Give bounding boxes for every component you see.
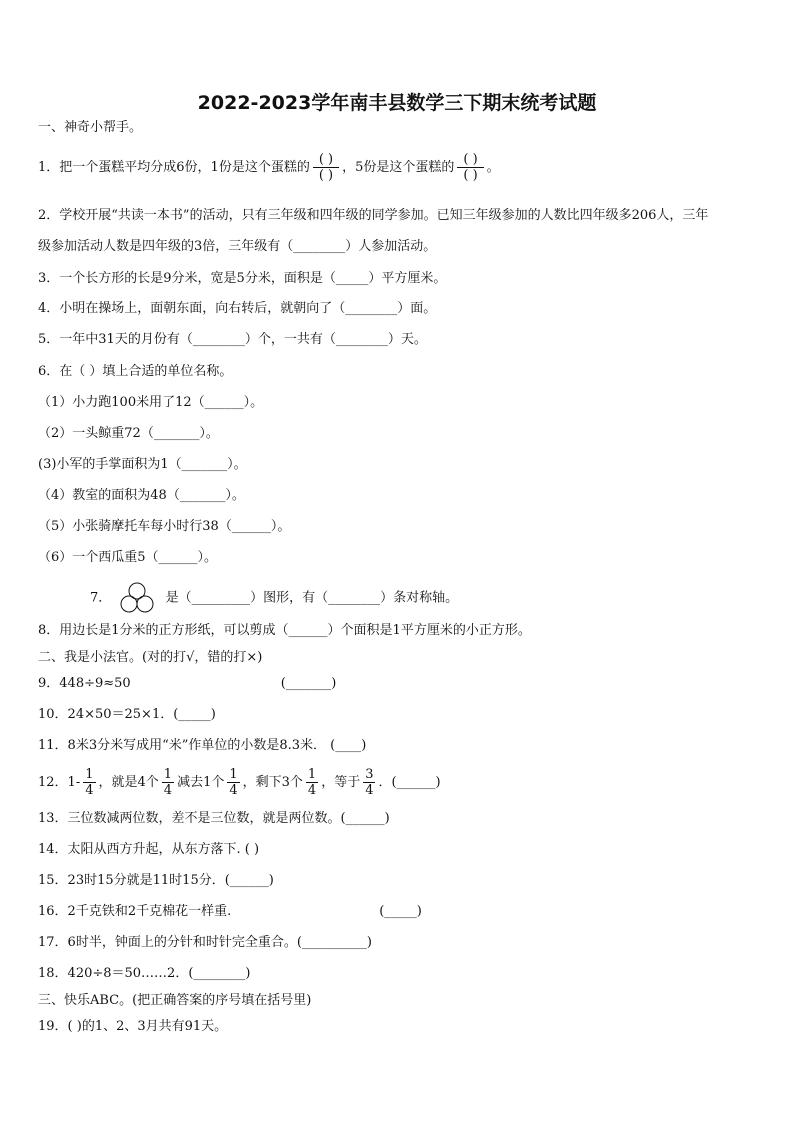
question-15: 15．23时15分就是11时15分．(______) xyxy=(38,873,274,888)
question-2-line-1: 2．学校开展“共读一本书”的活动，只有三年级和四年级的同学参加。已知三年级参加的人数比四年级多206人，三年 xyxy=(38,208,709,223)
question-14: 14．太阳从西方升起，从东方落下. ( ) xyxy=(38,842,260,857)
q16-blank: (_____) xyxy=(379,904,422,919)
question-16 xyxy=(38,903,422,921)
question-6-1: （1）小力跑100米用了12（______）。 xyxy=(38,395,264,410)
q7-number: 7． xyxy=(90,590,112,606)
q12-text-f: ．(______) xyxy=(378,775,441,790)
fraction-one-quarter: $\frac{1}{4}$ xyxy=(163,767,173,798)
q7-text: 是（_________）图形，有（________）条对称轴。 xyxy=(165,590,459,606)
question-6-5: （5）小张骑摩托车每小时行38（______）。 xyxy=(38,519,291,534)
q16-text: 16．2千克铁和2千克棉花一样重. xyxy=(38,904,232,919)
question-6-3: (3)小军的手掌面积为1（_______）。 xyxy=(38,457,247,472)
question-6-2: （2）一头鲸重72（_______）。 xyxy=(38,426,219,441)
fraction-blank-2: $\frac{( )}{( )}$ xyxy=(457,152,483,183)
question-10: 10．24×50＝25×1．(_____) xyxy=(38,707,216,722)
fraction-one-quarter: $\frac{1}{4}$ xyxy=(307,767,317,798)
question-3: 3．一个长方形的长是9分米，宽是5分米，面积是（_____）平方厘米。 xyxy=(38,271,447,286)
question-18: 18．420÷8＝50……2．(________) xyxy=(38,966,251,981)
question-6: 6．在（ ）填上合适的单位名称。 xyxy=(38,364,233,379)
question-6-4: （4）教室的面积为48（_______）。 xyxy=(38,488,245,503)
q12-text-c: 减去1个 xyxy=(177,775,225,790)
question-7 xyxy=(90,582,458,614)
question-12 xyxy=(38,767,441,798)
q12-text-b: ，就是4个 xyxy=(98,775,159,790)
question-8: 8．用边长是1分米的正方形纸，可以剪成（______）个面积是1平方厘米的小正方形。 xyxy=(38,623,531,638)
question-19: 19．( )的1、2、3月共有91天。 xyxy=(38,1019,228,1034)
section-2-heading: 二、我是小法官。(对的打√，错的打×) xyxy=(38,650,263,665)
q1-text-c: 。 xyxy=(486,160,500,175)
question-17: 17．6时半，钟面上的分针和时针完全重合。(__________) xyxy=(38,935,372,950)
q12-text-e: ，等于 xyxy=(321,775,361,790)
question-9 xyxy=(38,675,336,693)
page-title: 2022-2023学年南丰县数学三下期末统考试题 xyxy=(197,92,597,114)
fraction-one-quarter: $\frac{1}{4}$ xyxy=(85,767,94,798)
section-3-heading: 三、快乐ABC。(把正确答案的序号填在括号里) xyxy=(38,993,312,1008)
question-11: 11．8米3分米写成用“米”作单位的小数是8.3米． (____) xyxy=(38,738,367,753)
question-5: 5．一年中31天的月份有（________）个，一共有（________）天。 xyxy=(38,332,427,347)
question-13: 13．三位数减两位数，差不是三位数，就是两位数。(______) xyxy=(38,811,390,826)
q9-text: 9．448÷9≈50 xyxy=(38,676,131,691)
question-1 xyxy=(38,152,500,183)
fraction-three-quarters: $\frac{3}{4}$ xyxy=(365,767,374,798)
q12-text-a: 12．1- xyxy=(38,775,81,790)
question-4: 4．小明在操场上，面朝东面，向右转后，就朝向了（________）面。 xyxy=(38,301,437,316)
fraction-one-quarter: $\frac{1}{4}$ xyxy=(229,767,238,798)
fraction-blank-1: $\frac{( )}{( )}$ xyxy=(313,152,339,183)
three-circles-figure xyxy=(119,582,155,614)
q12-text-d: ，剩下3个 xyxy=(242,775,303,790)
q1-text-a: 1．把一个蛋糕平均分成6份，1份是这个蛋糕的 xyxy=(38,160,310,175)
question-6-6: （6）一个西瓜重5（______）。 xyxy=(38,550,218,565)
q9-blank: (_______) xyxy=(280,676,337,691)
section-1-heading: 一、神奇小帮手。 xyxy=(38,120,143,135)
question-2-line-2: 级参加活动人数是四年级的3倍，三年级有（________）人参加活动。 xyxy=(38,239,437,254)
q1-text-b: ，5份是这个蛋糕的 xyxy=(342,160,455,175)
